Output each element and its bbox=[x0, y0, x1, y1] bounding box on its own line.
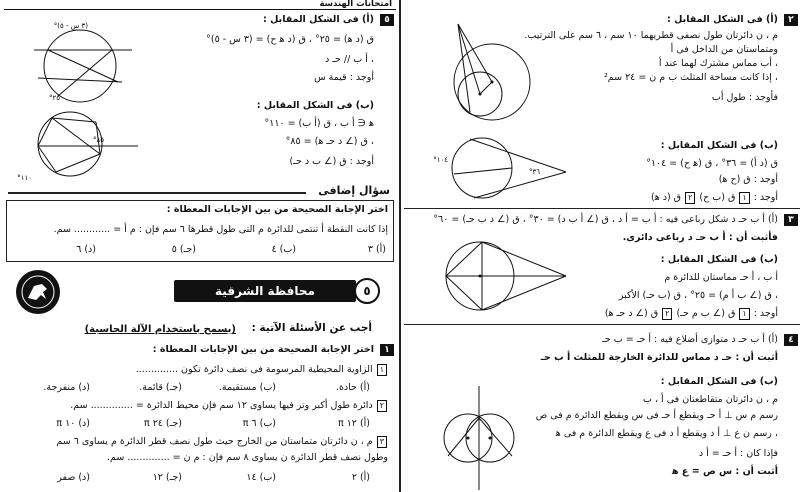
q2a-line3: ، أب مماس مشترك لهما عند أ bbox=[658, 58, 778, 69]
q1-item1-num: ١ bbox=[377, 364, 387, 376]
calculator-note: (يسمح باستخدام الآلة الحاسبة) bbox=[84, 324, 236, 335]
q4a-line1: (أ) أ ب حـ د متوازى أضلاع فيه : أ حـ = ب حـ bbox=[602, 334, 778, 345]
q5a-angle-label-2: ٢٥° bbox=[48, 94, 60, 102]
q2b-find-1: ق (ب ح) bbox=[699, 192, 736, 203]
q2b-angle-36: ٣٦° bbox=[528, 168, 540, 176]
q1-item2-choice-b[interactable]: (ب) ٦ π bbox=[242, 418, 276, 429]
q3b-find-2: ق (∠ د حـ ﻫ) bbox=[604, 308, 659, 319]
q4b-line4: فإذا كان : أ حـ = أ د bbox=[698, 448, 778, 459]
q2b-box-2: ٢ bbox=[685, 192, 695, 204]
q2b-line2: أوجد : ق (ح ﻫ) bbox=[718, 174, 778, 185]
question-number-5: ٥ bbox=[380, 14, 394, 26]
q2a-diagram bbox=[440, 22, 536, 114]
q5b-angle-label-1: ٨٥° bbox=[92, 136, 104, 144]
question-number-3: ٣ bbox=[784, 214, 798, 226]
q3b-find-1: ق (∠ ب م حـ) bbox=[676, 308, 736, 319]
q2b-angle-104: ١٠٤° bbox=[433, 156, 448, 164]
q1-item2 bbox=[70, 400, 388, 412]
q3b-title: (ب) فى الشكل المقابل : bbox=[660, 254, 778, 265]
header-title: امتحانات الهندسة bbox=[319, 0, 392, 9]
q2b-line3 bbox=[651, 192, 778, 204]
q4b-line1: م ، ن دائرتان متقاطعتان فى أ ، ب bbox=[643, 394, 778, 405]
horse-logo-icon bbox=[16, 270, 60, 314]
q1-item3-question-1: م ، ن دائرتان متماستان من الخارج حيث طول نصف قطر الدائرة م يساوى ٦ سم bbox=[56, 436, 373, 447]
governorate-banner: محافظة الشرقية bbox=[174, 280, 356, 302]
question-number-2: ٢ bbox=[784, 14, 798, 26]
q1-item1-question: الزاوية المحيطية المرسومة فى نصف دائرة تكون .............. bbox=[135, 364, 373, 375]
q1-item2-question: دائرة طول أكبر وتر فيها يساوى ١٢ سم فإن محيط الدائرة = .............. سم. bbox=[70, 400, 373, 411]
q1-item2-choice-c[interactable]: (جـ) ٢٤ π bbox=[143, 418, 182, 429]
q2b-find-label: أوجد : bbox=[753, 192, 778, 203]
q2b-diagram bbox=[433, 134, 570, 206]
extra-question-title: سؤال إضافى bbox=[318, 184, 390, 197]
governorate-number: ٥ bbox=[354, 278, 380, 304]
q5a-angle-label-1: (٣ س - ٥)° bbox=[53, 22, 88, 30]
extra-instruction: اختر الإجابة الصحيحة من بين الإجابات المعطاة : bbox=[166, 204, 388, 215]
q5a-line3: أوجد : قيمة س bbox=[314, 72, 374, 83]
q5b-title: (ب) فى الشكل المقابل : bbox=[256, 100, 374, 111]
right-column bbox=[404, 4, 800, 488]
q1-item3-choice-a[interactable]: (أ) ٢ bbox=[351, 472, 370, 483]
question-number-4: ٤ bbox=[784, 334, 798, 346]
q1-title: اختر الإجابة الصحيحة من بين الإجابات المعطاة : bbox=[152, 344, 374, 355]
q2a-line2: ومتماستان من الداخل فى أ bbox=[670, 44, 778, 55]
q1-item1-choice-c[interactable]: (جـ) قائمة. bbox=[139, 382, 182, 393]
q1-item2-choice-a[interactable]: (أ) ١٢ π bbox=[337, 418, 370, 429]
q1-item3-choice-d[interactable]: (د) صفر bbox=[57, 472, 90, 483]
q2b-find-2: ق (د ﻫ) bbox=[650, 192, 682, 203]
q1-item3-question-2: وطول نصف قطر الدائرة ن يساوى ٨ سم فإن : م ن = .............. سم. bbox=[107, 452, 388, 463]
q2b-box-1: ١ bbox=[739, 192, 749, 204]
left-column bbox=[4, 4, 396, 488]
governorate-logo bbox=[16, 270, 60, 314]
q1-item2-choice-d[interactable]: (د) ١٠ π bbox=[56, 418, 90, 429]
q5b-angle-label-2: ١١٠° bbox=[17, 174, 32, 182]
q1-item1-choice-b[interactable]: (ب) مستقيمة. bbox=[218, 382, 276, 393]
q4b-line3: ، رسم ن ع ⊥ أ د ويقطع أ د فى ع ويقطع الدائرة م فى ﻫ bbox=[555, 428, 778, 439]
q1-item1-choice-d[interactable]: (د) منفرجة. bbox=[43, 382, 90, 393]
extra-title-underline bbox=[8, 192, 306, 194]
q4b-title: (ب) فى الشكل المقابل : bbox=[660, 376, 778, 387]
q5b-line2: ، ق (∠ د حـ ﻫ) = ٨٥° bbox=[285, 136, 374, 147]
q2a-line4: ، إذا كانت مساحة المثلث ب م ن = ٢٤ سم² bbox=[603, 72, 778, 83]
q5b-diagram bbox=[17, 106, 142, 182]
q1-item3-choice-c[interactable]: (جـ) ١٢ bbox=[152, 472, 182, 483]
separator-q3-q4 bbox=[404, 324, 800, 325]
question-number-1: ١ bbox=[380, 344, 394, 356]
separator-q2-q3 bbox=[404, 208, 800, 209]
q5a-line1: ق (د ﻫ) = ٢٥° ، ق (د ﻫ ح) = (٣ س - ٥)° bbox=[206, 34, 374, 45]
q3b-box-2: ٢ bbox=[662, 308, 672, 320]
q1-item2-num: ٢ bbox=[377, 400, 387, 412]
q4b-diagram bbox=[440, 382, 520, 492]
q2b-title: (ب) فى الشكل المقابل : bbox=[660, 140, 778, 151]
main-instruction: أجب عن الأسئلة الآتية : bbox=[251, 322, 372, 334]
q2b-line1: ق (د أ) = ٣٦° ، ق (ﻫ ح) = ١٠٤° bbox=[646, 158, 778, 169]
extra-choice-d[interactable]: (د) ٦ bbox=[76, 244, 96, 255]
q3b-line1: أ ب ، أ حـ مماستان للدائرة م bbox=[664, 272, 778, 283]
extra-choice-a[interactable]: (أ) ٣ bbox=[367, 244, 386, 255]
q3b-line2: ، ق (∠ ب أ م) = ٢٥° ، ق (ب حـ) الأكبر bbox=[618, 290, 778, 301]
q4b-line5: أثبت أن : س ص = ع ﻫ bbox=[672, 466, 778, 477]
q4a-line2: أثبت أن : حـ د مماس للدائرة الخارجة للمثلث أ ب حـ bbox=[540, 352, 778, 363]
q5a-diagram bbox=[28, 18, 138, 106]
q2a-title: (أ) فى الشكل المقابل : bbox=[667, 14, 778, 25]
q2a-line1: م ، ن دائرتان طول نصفى قطريهما ١٠ سم ، ٦ سم على الترتيب. bbox=[524, 30, 778, 41]
q3b-diagram bbox=[442, 234, 568, 318]
q4b-line2: رسم م س ⊥ أ حـ ويقطع أ حـ فى س ويقطع الدائرة م فى ص bbox=[535, 410, 778, 421]
q3b-find-label: أوجد : bbox=[753, 308, 778, 319]
q1-item3-num: ٣ bbox=[377, 436, 387, 448]
q1-item1 bbox=[136, 364, 388, 376]
q3b-box-1: ١ bbox=[739, 308, 749, 320]
extra-choice-c[interactable]: (جـ) ٥ bbox=[171, 244, 196, 255]
q2a-line5: فأوجد : طول أب bbox=[711, 92, 778, 103]
q3b-line3 bbox=[605, 308, 778, 320]
q5b-line1: ﻫ ∈ أ ب ، ق (أ ب) = ١١٠° bbox=[264, 118, 374, 129]
q1-item3-line1 bbox=[56, 436, 388, 448]
q3a-line1: (أ) أ ب حـ د شكل رباعى فيه : أ ب = أ د ، ق (∠ أ ب د) = ٣٠° ، ق (∠ د ب حـ) = ٦٠° bbox=[433, 214, 778, 225]
q5a-title: (أ) فى الشكل المقابل : bbox=[263, 14, 374, 25]
q1-item1-choice-a[interactable]: (أ) حادة. bbox=[335, 382, 370, 393]
extra-choice-b[interactable]: (ب) ٤ bbox=[271, 244, 296, 255]
q3a-line2: فأثبت أن : أ ب حـ د رباعى دائرى. bbox=[622, 232, 778, 243]
q5b-line3: أوجد : ق (∠ ب د حـ) bbox=[289, 156, 374, 167]
extra-question-text: إذا كانت النقطة أ تنتمى للدائرة م التى طول قطرها ٦ سم فإن : م أ = ............ سم. bbox=[53, 224, 388, 235]
column-divider bbox=[399, 0, 401, 492]
q5a-line2: ، أ ب // حـ د bbox=[324, 54, 374, 65]
q1-item3-choice-b[interactable]: (ب) ١٤ bbox=[246, 472, 276, 483]
